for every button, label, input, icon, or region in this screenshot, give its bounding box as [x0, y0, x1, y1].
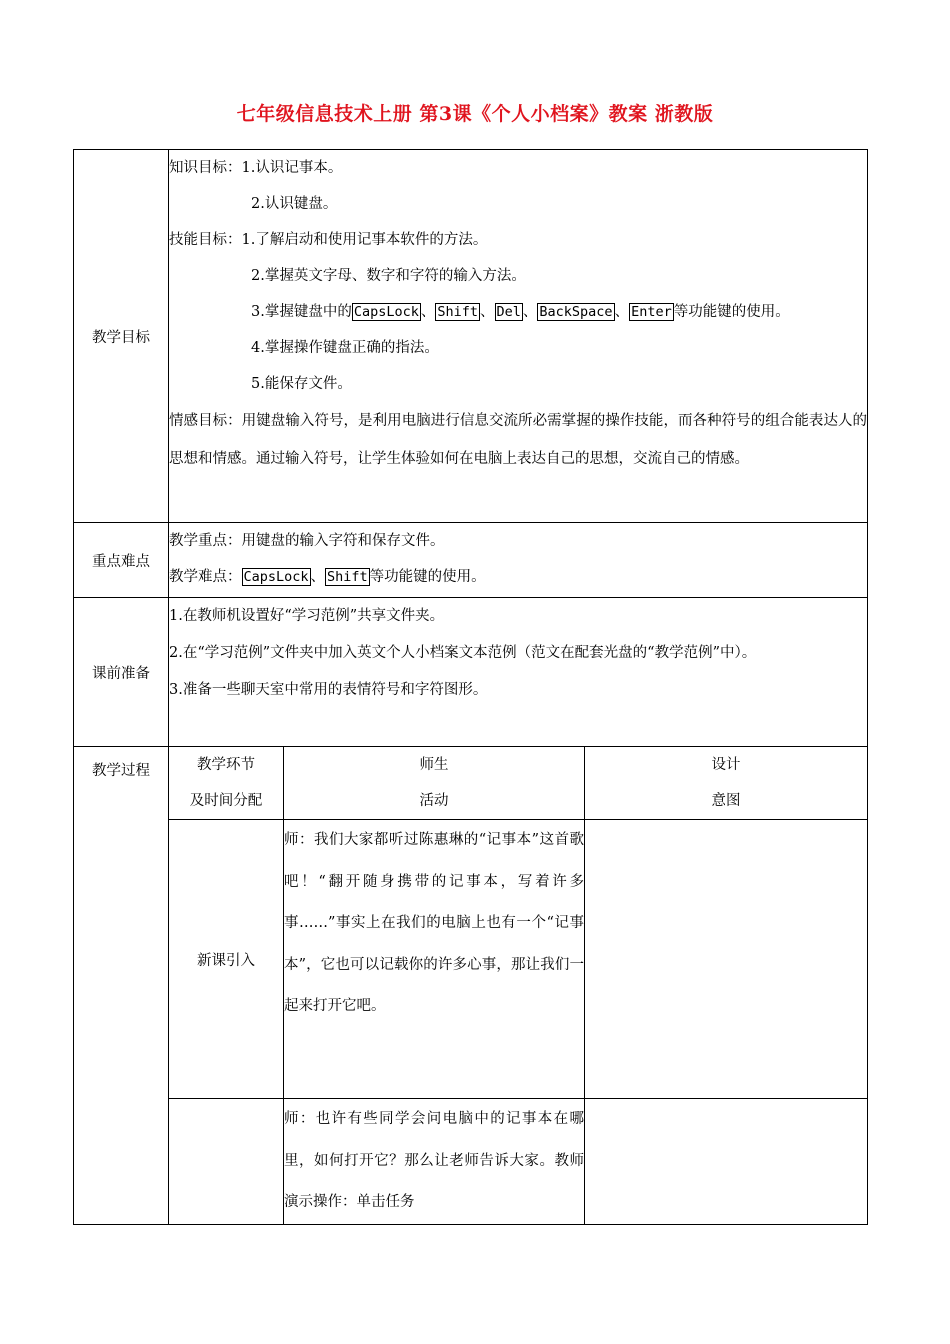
keypoints-label: 重点难点 [74, 523, 169, 598]
difficulty-prefix: 教学难点： [169, 569, 242, 585]
lesson-plan-table [73, 149, 868, 1225]
separator: 、 [310, 569, 326, 585]
table-row [74, 820, 868, 1099]
process-header-row [74, 747, 868, 820]
stage-header-line: 及时间分配 [189, 793, 263, 809]
activity-header [284, 747, 585, 820]
preparation-content [169, 598, 868, 747]
design-cell [585, 1099, 868, 1225]
key-shift: Shift [327, 569, 368, 585]
key-capslock: CapsLock [353, 304, 419, 320]
table-row [74, 1099, 868, 1225]
design-header-line: 设计 [711, 757, 741, 773]
separator: 、 [420, 304, 436, 320]
objectives-content [169, 150, 868, 523]
difficulty-suffix: 等功能键的使用。 [369, 569, 486, 585]
objectives-label: 教学目标 [74, 150, 169, 523]
key-backspace: BackSpace [539, 304, 613, 320]
activity-cell: 师：我们大家都听过陈惠琳的“记事本”这首歌吧！“翻开随身携带的记事本，写着许多事……”事实上在我们的电脑上也有一个“记事本”，它也可以记载你的许多心事，那让我们一起来打开它吧。 [284, 820, 585, 1099]
stage-header-line: 教学环节 [197, 757, 255, 773]
teaching-difficulty [169, 559, 867, 595]
design-cell [585, 820, 868, 1099]
key-capslock: CapsLock [243, 569, 309, 585]
separator: 、 [614, 304, 630, 320]
page-title: 七年级信息技术上册 第3课《个人小档案》教案 浙教版 [236, 103, 714, 125]
knowledge-item: 2.认识键盘。 [251, 196, 338, 212]
preparation-label: 课前准备 [74, 598, 169, 747]
preparation-item: 1.在教师机设置好“学习范例”共享文件夹。 [169, 608, 445, 624]
activity-cell: 师：也许有些同学会问电脑中的记事本在哪里，如何打开它？那么让老师告诉大家。教师演示操作：单击任务 [284, 1099, 585, 1225]
stage-cell: 新课引入 [169, 820, 284, 1099]
design-header-line: 意图 [711, 793, 741, 809]
knowledge-item: 1.认识记事本。 [241, 160, 343, 176]
skill-item-keys [169, 294, 867, 330]
skill-item: 1.了解启动和使用记事本软件的方法。 [241, 232, 488, 248]
activity-header-line: 活动 [419, 793, 449, 809]
keypoints-row [74, 523, 868, 598]
knowledge-prefix: 知识目标： [169, 160, 242, 176]
teaching-focus: 教学重点：用键盘的输入字符和保存文件。 [169, 533, 445, 549]
process-label: 教学过程 [74, 747, 169, 1225]
activity-header-line: 师生 [419, 757, 449, 773]
key-enter: Enter [631, 304, 672, 320]
objectives-row [74, 150, 868, 523]
keypoints-content [169, 523, 868, 598]
preparation-item: 2.在“学习范例”文件夹中加入英文个人小档案文本范例（范文在配套光盘的“教学范例”中）。 [169, 645, 757, 661]
emotion-objective: 情感目标：用键盘输入符号，是利用电脑进行信息交流所必需掌握的操作技能，而各种符号的组合能表达人的思想和情感。通过输入符号，让学生体验如何在电脑上表达自己的思想，交流自己的情感。 [169, 413, 868, 467]
key-shift: Shift [437, 304, 479, 320]
skill-3-prefix: 3.掌握键盘中的 [251, 304, 352, 320]
preparation-item: 3.准备一些聊天室中常用的表情符号和字符图形。 [169, 682, 488, 698]
stage-header [169, 747, 284, 820]
skill-item: 5.能保存文件。 [251, 376, 352, 392]
separator: 、 [522, 304, 538, 320]
skill-3-suffix: 等功能键的使用。 [673, 304, 790, 320]
skill-prefix: 技能目标： [169, 232, 242, 248]
preparation-row [74, 598, 868, 747]
stage-cell [169, 1099, 284, 1225]
separator: 、 [480, 304, 495, 320]
skill-item: 2.掌握英文字母、数字和字符的输入方法。 [251, 268, 526, 284]
skill-item: 4.掌握操作键盘正确的指法。 [251, 340, 439, 356]
design-header [585, 747, 868, 820]
key-del: Del [496, 304, 521, 320]
